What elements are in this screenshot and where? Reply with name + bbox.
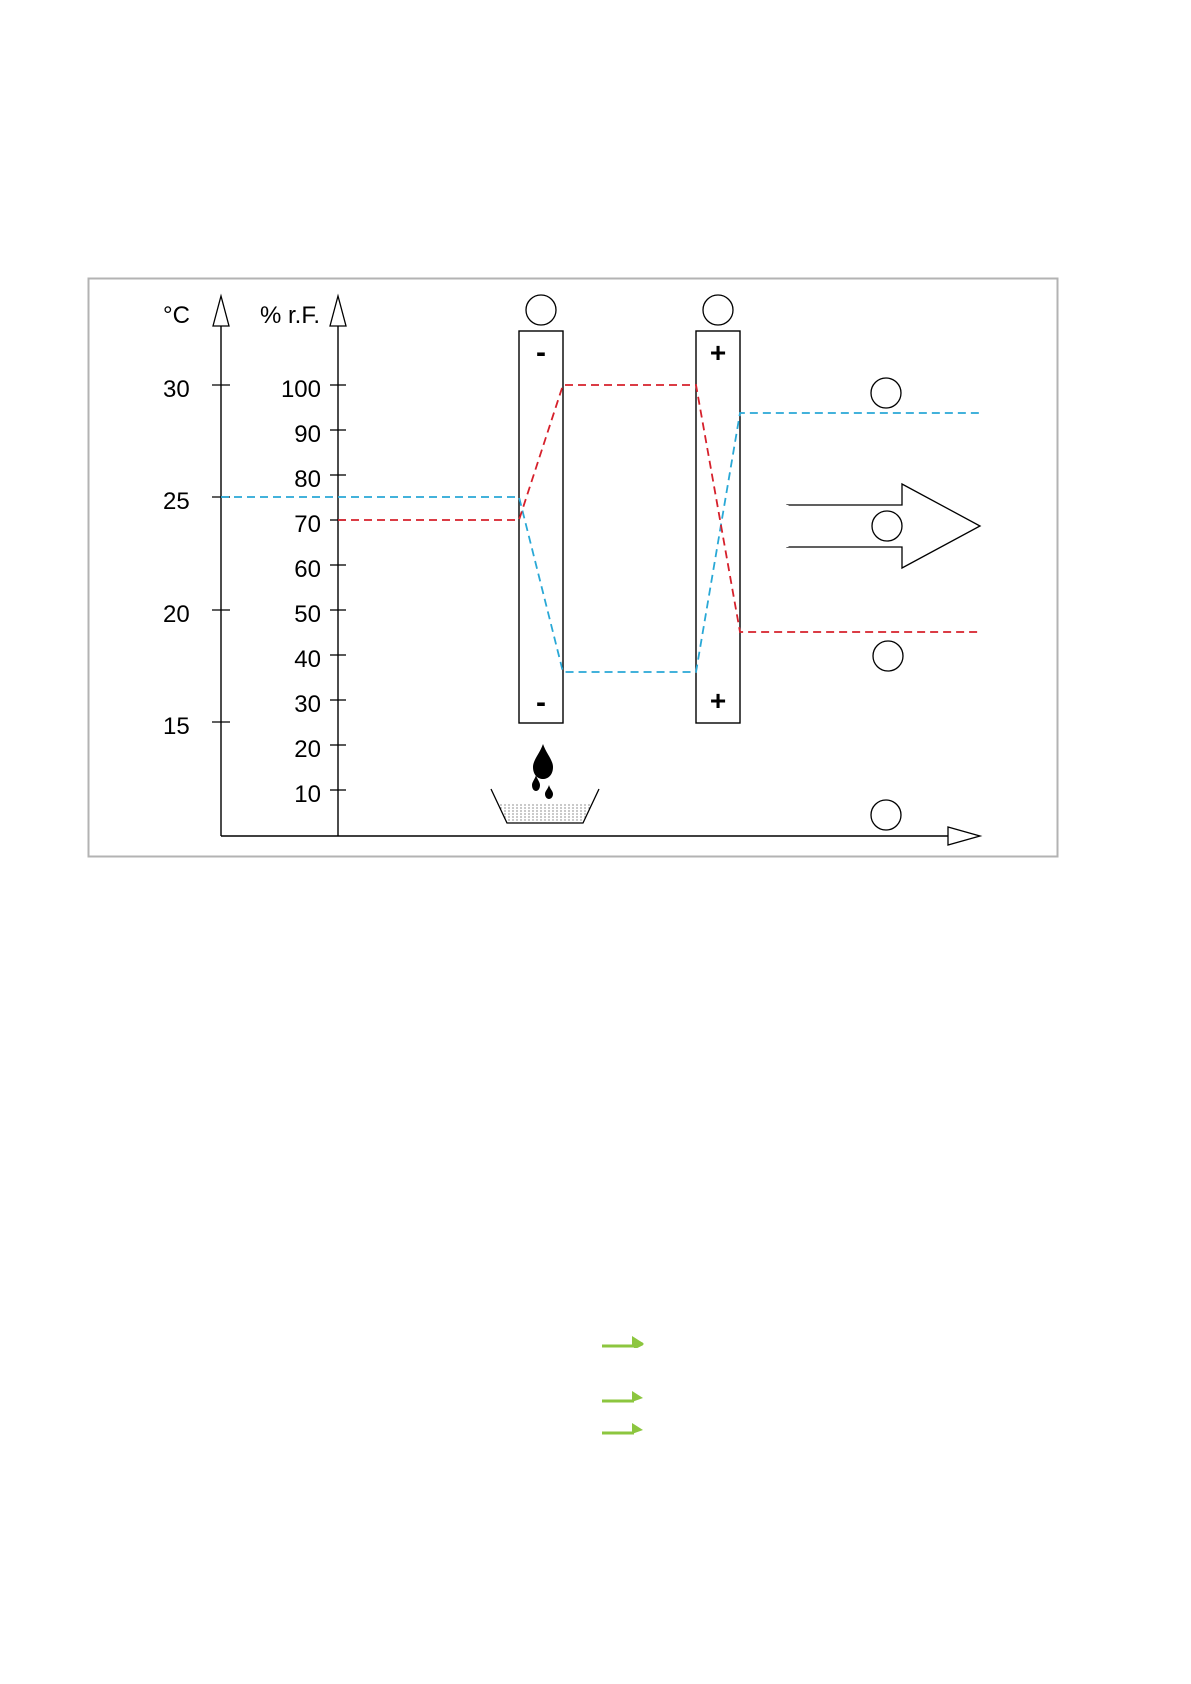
air-flow-arrow-icon <box>787 484 980 568</box>
cooler-top-sign: - <box>536 336 546 369</box>
heater-bottom-sign: + <box>709 685 727 716</box>
humidity-axis-arrow-icon <box>330 296 346 326</box>
temperature-tick: 30 <box>163 376 190 403</box>
humidity-tick: 80 <box>294 466 321 493</box>
bullet-arrow-icon <box>600 1387 644 1403</box>
horizontal-axis-arrow-icon <box>948 827 980 845</box>
cooler-bottom-sign: - <box>536 686 546 719</box>
diagram-frame <box>89 279 1058 857</box>
cooler-marker-circle <box>526 295 556 325</box>
temperature-axis-arrow-icon <box>213 296 229 326</box>
heater-element <box>696 295 740 723</box>
humidity-tick: 30 <box>294 691 321 718</box>
temperature-tick: 25 <box>163 488 190 515</box>
air-flow-marker-circle <box>872 511 902 541</box>
humidity-tick: 100 <box>280 376 321 403</box>
bullet-arrow-icon <box>600 1332 644 1348</box>
condensate-tray-icon <box>491 789 599 823</box>
baseline-marker-circle <box>871 800 901 830</box>
water-drop-icon <box>532 744 553 799</box>
humidity-tick: 90 <box>294 421 321 448</box>
bullet-arrow-icon <box>600 1419 644 1435</box>
humidity-tick: 10 <box>294 781 321 808</box>
temperature-axis-unit: °C <box>163 302 190 329</box>
temperature-tick: 20 <box>163 601 190 628</box>
outlet-humidity-marker-circle <box>873 641 903 671</box>
humidity-tick: 20 <box>294 736 321 763</box>
humidity-tick: 50 <box>294 601 321 628</box>
outlet-temperature-marker-circle <box>871 378 901 408</box>
humidity-axis-unit: % r.F. <box>260 302 321 329</box>
humidity-axis <box>260 296 346 836</box>
cooler-element <box>519 295 563 723</box>
humidity-tick: 40 <box>294 646 321 673</box>
horizontal-axis <box>221 827 980 845</box>
humidity-tick: 70 <box>294 511 321 538</box>
temperature-tick: 15 <box>163 713 190 740</box>
heater-marker-circle <box>703 295 733 325</box>
heater-top-sign: + <box>709 337 727 368</box>
humidity-tick: 60 <box>294 556 321 583</box>
temperature-axis <box>163 296 230 836</box>
